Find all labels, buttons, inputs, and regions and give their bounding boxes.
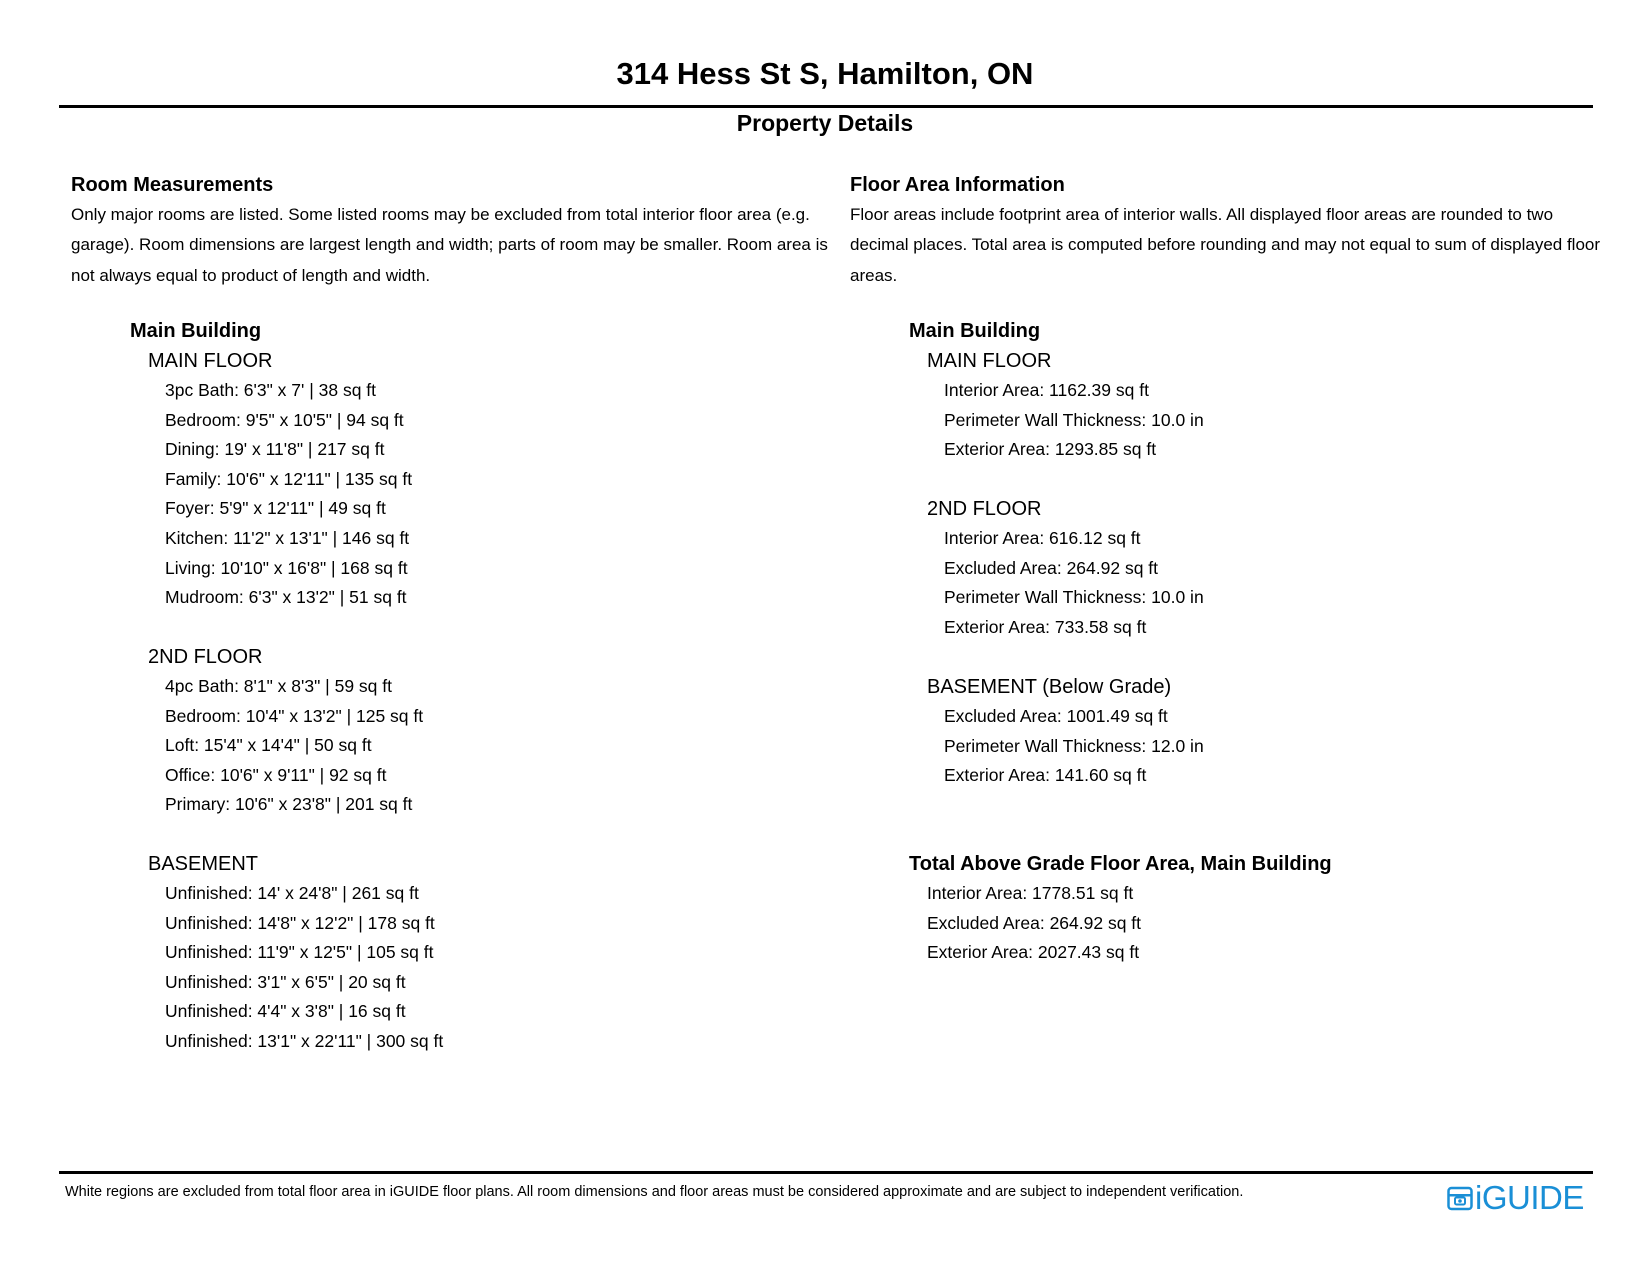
room-floor-block [148, 849, 443, 1057]
floor-name: BASEMENT (Below Grade) [927, 676, 1172, 698]
area-row: Exterior Area: 141.60 sq ft [944, 765, 1147, 786]
floor-name: 2ND FLOOR [927, 498, 1042, 520]
iguide-logo [1447, 1180, 1584, 1216]
footer-divider [59, 1171, 1593, 1174]
area-row: Excluded Area: 264.92 sq ft [944, 557, 1159, 578]
area-row: Perimeter Wall Thickness: 10.0 in [944, 587, 1204, 608]
floor-area-section [850, 170, 1610, 963]
area-floor-block [927, 346, 1204, 465]
room-measurements-heading: Room Measurements [71, 174, 274, 196]
room-row: 4pc Bath: 8'1" x 8'3" | 59 sq ft [165, 676, 392, 696]
room-row: Primary: 10'6" x 23'8" | 201 sq ft [165, 794, 413, 815]
area-row: Interior Area: 1162.39 sq ft [944, 380, 1149, 400]
footer-disclaimer: White regions are excluded from total floor area in iGUIDE floor plans. All room dimensions and floor areas must be considered approximate and are subject to independent verification. [65, 1184, 1244, 1200]
area-floor-block [927, 672, 1204, 791]
area-row: Exterior Area: 1293.85 sq ft [944, 439, 1157, 460]
room-building-heading: Main Building [130, 320, 262, 342]
room-row: Mudroom: 6'3" x 13'2" | 51 sq ft [165, 587, 407, 608]
area-row: Exterior Area: 733.58 sq ft [944, 616, 1147, 637]
floor-name: MAIN FLOOR [148, 350, 273, 372]
room-row: Bedroom: 10'4" x 13'2" | 125 sq ft [165, 705, 424, 726]
page-subtitle: Property Details [736, 110, 914, 136]
total-area-row: Excluded Area: 264.92 sq ft [927, 912, 1142, 933]
room-row: Unfinished: 14'8" x 12'2" | 178 sq ft [165, 912, 435, 933]
room-row: Kitchen: 11'2" x 13'1" | 146 sq ft [165, 527, 410, 548]
room-row: Office: 10'6" x 9'11" | 92 sq ft [165, 764, 387, 785]
camera-icon [1447, 1185, 1473, 1211]
room-floor-block [148, 642, 423, 820]
room-row: Unfinished: 13'1" x 22'11" | 300 sq ft [165, 1030, 444, 1051]
room-measurements-intro: Only major rooms are listed. Some listed rooms may be excluded from total interior floor area (e.g. garage). Room dimensions are largest length and width; parts of room may be smaller. Room area is not always equal to product of length and width. [71, 205, 828, 285]
room-row: 3pc Bath: 6'3" x 7' | 38 sq ft [165, 380, 377, 400]
room-row: Dining: 19' x 11'8" | 217 sq ft [165, 439, 385, 460]
floor-area-intro: Floor areas include footprint area of interior walls. All displayed floor areas are rounded to two decimal places. Total area is computed before rounding and may not equal to sum of displayed floor areas. [850, 205, 1601, 285]
total-area-list [927, 879, 1141, 968]
floor-name: MAIN FLOOR [927, 350, 1052, 372]
area-row: Excluded Area: 1001.49 sq ft [944, 706, 1168, 726]
area-building-heading: Main Building [909, 320, 1041, 342]
room-row: Family: 10'6" x 12'11" | 135 sq ft [165, 468, 413, 489]
floor-name: BASEMENT [148, 853, 259, 875]
room-row: Living: 10'10" x 16'8" | 168 sq ft [165, 557, 408, 578]
room-row: Unfinished: 14' x 24'8" | 261 sq ft [165, 883, 419, 903]
room-row: Loft: 15'4" x 14'4" | 50 sq ft [165, 735, 372, 756]
floor-area-heading: Floor Area Information [850, 174, 1065, 196]
area-row: Perimeter Wall Thickness: 10.0 in [944, 409, 1204, 430]
area-row: Perimeter Wall Thickness: 12.0 in [944, 735, 1204, 756]
room-measurements-section [71, 170, 831, 1051]
room-floor-block [148, 346, 412, 613]
total-area-row: Interior Area: 1778.51 sq ft [927, 883, 1134, 903]
header-divider [59, 105, 1593, 108]
room-row: Foyer: 5'9" x 12'11" | 49 sq ft [165, 498, 386, 519]
floor-name: 2ND FLOOR [148, 646, 263, 668]
logo-text: iGUIDE [1475, 1179, 1584, 1216]
total-area-row: Exterior Area: 2027.43 sq ft [927, 942, 1140, 963]
room-row: Unfinished: 11'9" x 12'5" | 105 sq ft [165, 942, 434, 963]
area-row: Interior Area: 616.12 sq ft [944, 528, 1141, 548]
page-title: 314 Hess St S, Hamilton, ON [616, 56, 1034, 91]
room-row: Unfinished: 4'4" x 3'8" | 16 sq ft [165, 1001, 406, 1022]
total-area-heading: Total Above Grade Floor Area, Main Building [909, 853, 1332, 875]
area-floor-block [927, 494, 1204, 642]
room-row: Unfinished: 3'1" x 6'5" | 20 sq ft [165, 971, 406, 992]
room-row: Bedroom: 9'5" x 10'5" | 94 sq ft [165, 409, 404, 430]
